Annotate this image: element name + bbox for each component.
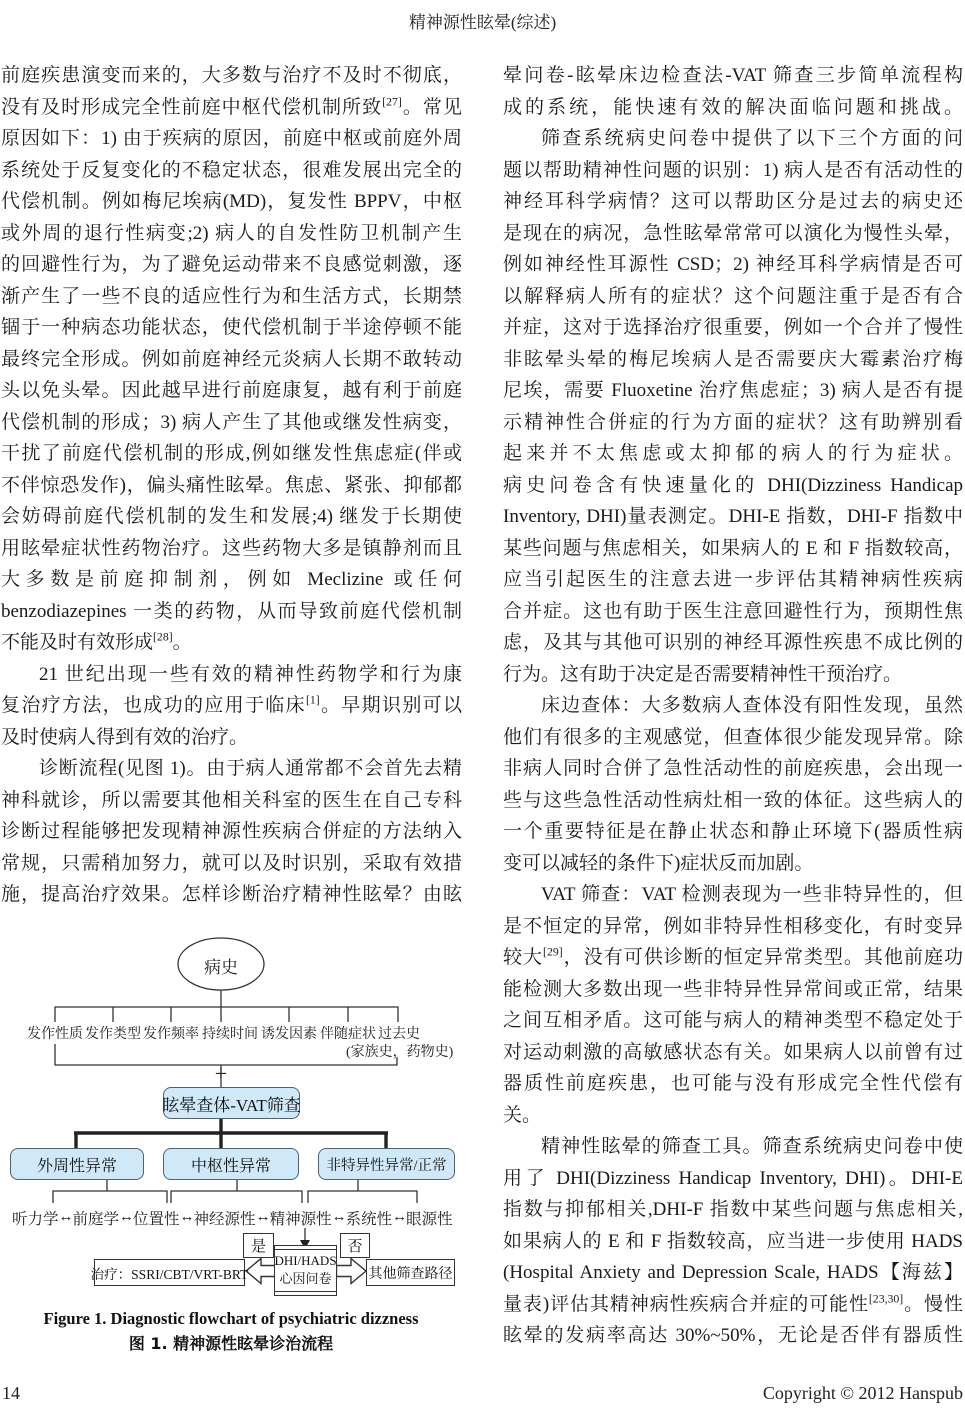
text-line: 对运动刺激的高敏感状态有关。如果病人以前曾有过 bbox=[503, 1041, 963, 1063]
text-line: 施，提高治疗效果。怎样诊断治疗精神性眩晕？由眩 bbox=[1, 884, 462, 905]
text-line: 合并症。这也有助于医生注意回避性行为，预期性焦 bbox=[503, 600, 963, 622]
text-line: 非病人同时合併了急性活动性的前庭疾患，会出现一 bbox=[503, 758, 963, 779]
text-line: 题以帮助精神性问题的识别：1) 病人是否有活动性的 bbox=[503, 159, 963, 181]
text-line: 起来并不太焦虑或太抑郁的病人的行为症状。 bbox=[503, 443, 963, 464]
flowchart-history-note: (家族史，药物史) bbox=[346, 1045, 454, 1060]
flowchart-node-central-abnormal: 中枢性异常 bbox=[163, 1148, 299, 1180]
text-line: 尼埃，需要 Fluoxetine 治疗焦虑症；3) 病人是否有提 bbox=[503, 380, 963, 401]
text-line: 最终完全形成。例如前庭神经元炎病人长期不敢转动 bbox=[1, 348, 462, 370]
text-line: 代偿机制的形成；3) 病人产生了其他或继发性病变， bbox=[1, 411, 462, 433]
flowchart-node-peripheral-abnormal: 外周性异常 bbox=[10, 1148, 144, 1180]
text-line: 锢于一种病态功能状态，使代偿机制于半途停顿不能 bbox=[1, 317, 462, 338]
text-line: 床边查体：大多数病人查体没有阳性发现，虽然 bbox=[541, 695, 963, 716]
double-arrow-icon: ↔ bbox=[119, 1208, 134, 1225]
text-line: 某些问题与焦虑相关，如果病人的 E 和 F 指数较高， bbox=[503, 537, 963, 559]
text-line: 指数与抑郁相关,DHI-F 指数中某些问题与焦虑相关, bbox=[503, 1199, 963, 1220]
flowchart-history-factor: 持续时间 bbox=[202, 1027, 258, 1042]
double-arrow-icon: ↔ bbox=[392, 1208, 407, 1225]
text-line: 应当引起医生的注意去进一步评估其精神病性疾病 bbox=[503, 569, 963, 590]
flowchart-history-factor: 发作性质 bbox=[27, 1027, 83, 1042]
text-line: 原因如下：1) 由于疾病的原因，前庭中枢或前庭外周 bbox=[1, 128, 462, 149]
text-line: 行为。这有助于决定是否需要精神性干预治疗。 bbox=[503, 663, 903, 685]
text-line: 神科就诊，所以需要其他相关科室的医生在自己专科 bbox=[1, 789, 462, 811]
text-line: 系统处于反复变化的不稳定状态，很难发展出完全的 bbox=[1, 159, 462, 181]
flowchart-connectors bbox=[0, 936, 462, 1356]
flowchart-yes-label: 是 bbox=[243, 1233, 274, 1258]
text-line: 非眩晕头晕的梅尼埃病人是否需要庆大霉素治疗梅 bbox=[503, 348, 963, 370]
text-line: 眩晕的发病率高达 30%~50%，无论是否伴有器质性 bbox=[503, 1325, 963, 1346]
text-line: 较大[29]，没有可供诊断的恒定异常类型。其他前庭功 bbox=[503, 945, 963, 968]
text-line: 或外周的退行性病变;2) 病人的自发性防卫机制产生 bbox=[1, 222, 462, 244]
double-arrow-icon: ↔ bbox=[179, 1208, 194, 1225]
text-line: 神经耳科学病情？这可以帮助区分是过去的病史还 bbox=[503, 191, 963, 212]
text-line: 常规，只需稍加努力，就可以及时识别，采取有效措 bbox=[1, 852, 462, 874]
text-line: 成的系统，能快速有效的解决面临问题和挑战。 bbox=[503, 96, 963, 118]
text-line: 不伴惊恐发作)，偏头痛性眩晕。焦虑、紧张、抑郁都 bbox=[1, 474, 462, 496]
text-line: (Hospital Anxiety and Depression Scale, HADS【海兹】 bbox=[503, 1262, 963, 1283]
copyright: Copyright © 2012 Hanspub bbox=[762, 1383, 963, 1403]
left-hollow-arrow-icon bbox=[246, 1259, 275, 1284]
flowchart-node-nonspecific-or-normal: 非特异性异常/正常 bbox=[318, 1148, 455, 1180]
text-line: 不能及时有效形成[28]。 bbox=[1, 630, 192, 653]
text-line: 干扰了前庭代偿机制的形成,例如继发性焦虑症(伴或 bbox=[1, 443, 462, 464]
flowchart-modality: 位置性 bbox=[133, 1211, 180, 1228]
text-line: 是不恒定的异常，例如非特异性相移变化，有时变异 bbox=[503, 915, 963, 937]
text-line: 变可以减轻的条件下)症状反而加剧。 bbox=[503, 852, 814, 874]
figure-caption-en: Figure 1. Diagnostic flowchart of psychiatric dizzness bbox=[43, 1309, 419, 1328]
text-line: 精神性眩晕的筛查工具。筛查系统病史问卷中使 bbox=[541, 1136, 963, 1157]
flowchart-modality: 眼源性 bbox=[406, 1211, 453, 1228]
flowchart-node-questionnaire bbox=[274, 1245, 337, 1296]
flowchart-history-factor: 发作类型 bbox=[85, 1027, 141, 1042]
text-line: 些与这些急性活动性病灶相一致的体征。这些病人的 bbox=[503, 789, 963, 811]
text-line: 代偿机制。例如梅尼埃病(MD)，复发性 BPPV，中枢 bbox=[1, 191, 462, 212]
right-column bbox=[503, 60, 963, 1352]
text-line: 如果病人的 E 和 F 指数较高，应当进一步使用 HADS bbox=[503, 1230, 963, 1252]
flowchart-node-treatment: 治疗：SSRI/CBT/VRT-BRT bbox=[94, 1259, 245, 1286]
flowchart-modality: 听力学 bbox=[12, 1211, 59, 1228]
flowchart-history-factor: 过去史 bbox=[378, 1027, 420, 1042]
flowchart-history-factor: 发作频率 bbox=[143, 1027, 199, 1042]
questionnaire-inner bbox=[275, 1249, 336, 1292]
text-line: 复治疗方法，也成功的应用于临床[1]。早期识别可以 bbox=[1, 693, 462, 716]
flowchart-modality: 系统性 bbox=[345, 1211, 393, 1228]
flowchart-history-factors bbox=[0, 1023, 462, 1043]
text-line: 大多数是前庭抑制剂，例如 Meclizine 或任何 bbox=[1, 569, 462, 590]
flowchart-no-label: 否 bbox=[340, 1233, 370, 1258]
questionnaire-line1: DHI/HADS bbox=[274, 1253, 337, 1269]
text-line: benzodiazepines 一类的药物，从而导致前庭代偿机制 bbox=[1, 600, 462, 622]
text-line: 用眩晕症状性药物治疗。这些药物大多是镇静剂而且 bbox=[1, 537, 462, 559]
right-hollow-arrow-icon bbox=[337, 1259, 367, 1284]
flowchart-history-factor: 诱发因素 bbox=[261, 1027, 317, 1042]
double-arrow-icon: ↔ bbox=[331, 1208, 346, 1225]
text-line: 是现在的病况，急性眩晕常常可以演化为慢性头晕， bbox=[503, 222, 963, 244]
text-line: 诊断流程(见图 1)。由于病人通常都不会首先去精 bbox=[39, 758, 462, 779]
text-line: 没有及时形成完全性前庭中枢代偿机制所致[27]。常见 bbox=[1, 95, 462, 118]
left-column bbox=[1, 60, 462, 911]
text-line: 他们有很多的主观感觉，但查体很少能发现异常。除 bbox=[503, 726, 963, 748]
text-line: 关。 bbox=[503, 1104, 542, 1126]
text-line: 器质性前庭疾患，也可能与没有形成完全性代偿有 bbox=[503, 1073, 963, 1094]
text-line: 头以免头晕。因此越早进行前庭康复，越有利于前庭 bbox=[1, 380, 462, 401]
flowchart-modality: 精神源性 bbox=[269, 1211, 332, 1228]
text-line: 用了 DHI(Dizziness Handicap Inventory, DHI)。DHI-E bbox=[503, 1167, 963, 1189]
flowchart-modality: 前庭学 bbox=[72, 1211, 120, 1228]
text-line: 前庭疾患演变而来的，大多数与治疗不及时不彻底， bbox=[1, 65, 462, 86]
text-line: 能检测大多数出现一些非特异性异常间或正常，结果 bbox=[503, 978, 963, 1000]
questionnaire-line2: 心因问卷 bbox=[279, 1271, 332, 1287]
text-line: VAT 筛查：VAT 检测表现为一些非特异性的，但 bbox=[541, 884, 963, 905]
double-arrow-icon: ↔ bbox=[58, 1208, 73, 1225]
text-line: 以解释病人所有的症状？这个问题注重于是否有合 bbox=[503, 285, 963, 307]
text-line: 虑，及其与其他可识别的神经耳源性疾患不成比例的 bbox=[503, 632, 963, 653]
text-line: 并症，这对于选择治疗很重要，例如一个合并了慢性 bbox=[503, 317, 963, 338]
text-line: 会妨碍前庭代偿机制的发生和发展;4) 继发于长期使 bbox=[1, 506, 462, 527]
page-number: 14 bbox=[2, 1383, 20, 1403]
text-line: 之间互相矛盾。这可能与病人的精神类型不稳定处于 bbox=[503, 1010, 963, 1031]
flowchart-node-vat-screening: 眩晕查体-VAT筛查 bbox=[163, 1087, 300, 1119]
text-line: 诊断过程能够把发现精神源性疾病合併症的方法纳入 bbox=[1, 821, 462, 842]
page-title: 精神源性眩晕(综述) bbox=[408, 13, 557, 32]
text-line: 一个重要特征是在静止状态和静止环境下(器质性病 bbox=[503, 821, 963, 842]
flowchart-node-history: 病史 bbox=[204, 958, 238, 977]
double-arrow-icon: ↔ bbox=[255, 1208, 270, 1225]
flowchart-modality-row bbox=[12, 1207, 453, 1229]
text-line: Inventory, DHI)量表测定。DHI-E 指数，DHI-F 指数中 bbox=[503, 506, 963, 527]
plus-icon: + bbox=[214, 1060, 228, 1086]
text-line: 例如神经性耳源性 CSD；2) 神经耳科学病情是否可 bbox=[503, 254, 963, 275]
flowchart-node-other-screening-path: 其他筛查路径 bbox=[366, 1259, 455, 1286]
text-line: 21 世纪出现一些有效的精神性药物学和行为康 bbox=[39, 663, 462, 685]
text-line: 及时使病人得到有效的治疗。 bbox=[1, 726, 249, 748]
text-line: 病史问卷含有快速量化的 DHI(Dizziness Handicap bbox=[503, 474, 963, 496]
text-line: 示精神性合併症的行为方面的症状？这有助辨别看 bbox=[503, 411, 963, 433]
text-line: 量表)评估其精神病性疾病合并症的可能性[23,30]。慢性 bbox=[503, 1292, 963, 1315]
flowchart-modality: 神经源性 bbox=[193, 1211, 256, 1228]
text-line: 的回避性行为，为了避免运动带来不良感觉刺激，逐 bbox=[1, 254, 462, 275]
figure-1-flowchart bbox=[0, 936, 462, 1360]
text-line: 晕问卷‐眩晕床边检查法‐VAT 筛查三步简单流程构 bbox=[503, 65, 963, 86]
text-line: 渐产生了一些不良的适应性行为和生活方式，长期禁 bbox=[1, 285, 462, 307]
text-line: 筛查系统病史问卷中提供了以下三个方面的问 bbox=[541, 128, 963, 149]
figure-caption-zh: 图 1. 精神源性眩晕诊治流程 bbox=[128, 1334, 334, 1353]
flowchart-history-factor: 伴随症状 bbox=[320, 1027, 376, 1042]
